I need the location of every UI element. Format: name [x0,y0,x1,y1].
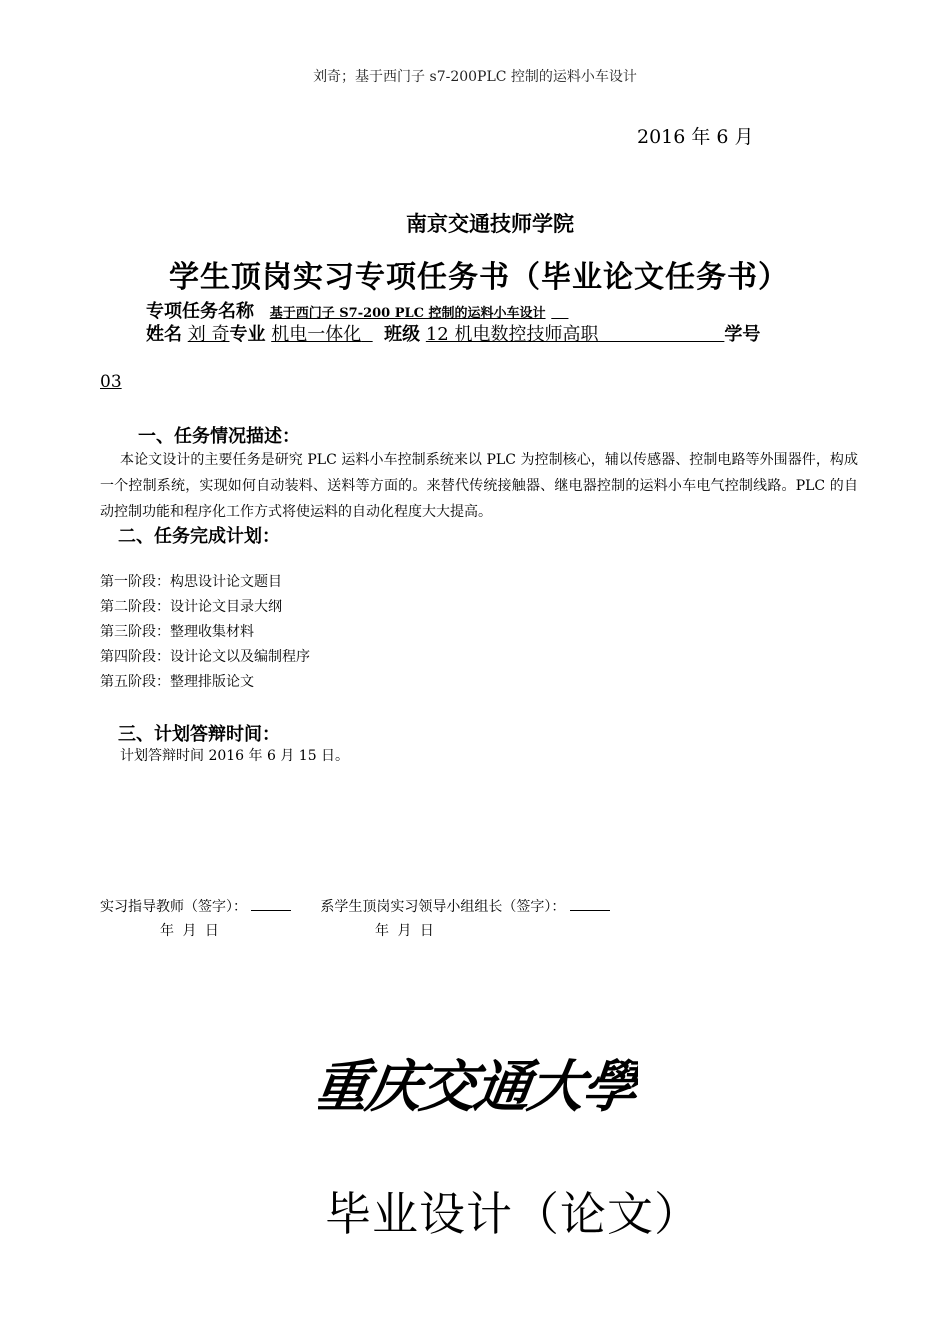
defense-time-text: 计划答辩时间 2016 年 6 月 15 日。 [120,748,350,764]
school-name: 南京交通技师学院 [406,212,574,236]
section-1-heading: 一、任务情况描述： [138,426,300,447]
running-header: 刘奇；基于西门子 s7-200PLC 控制的运料小车设计 [313,69,637,85]
task-description-paragraph: 本论文设计的主要任务是研究 PLC 运料小车控制系统来以 PLC 为控制核心，辅以传感器、控制电路等外围器件，构成一个控制系统，实现如何自动装料、送料等方面的。来替代传统接触器、继电器控制的运料小车电气控制线路。PLC 的自动控制功能和程序化工作方式将使运料的自动化程度大大提高。 [100,452,858,520]
section-3-heading: 三、计划答辩时间： [118,724,280,745]
logo-text: 重庆交通大學 [318,1054,638,1120]
document-title: 学生顶岗实习专项任务书（毕业论文任务书） [169,260,789,295]
document-date: 2016 年 6 月 [637,126,754,148]
phase-item: 第五阶段：整理排版论文 [100,674,254,690]
leader-date-placeholder: 年 月 日 [375,923,436,939]
class-value: 12 机电数控技师高职 [425,324,599,345]
task-name-label: 专项任务名称 [146,301,254,322]
task-name-value: 基于西门子 S7-200 PLC 控制的运料小车设计 [269,306,546,321]
phase-item: 第一阶段：构思设计论文题目 [100,574,282,590]
leader-signature-line [570,896,610,911]
advisor-signature-label: 实习指导教师（签字）： [100,899,247,915]
phase-item: 第二阶段：设计论文目录大纲 [100,599,282,615]
class-label: 班级 [384,324,421,345]
student-info-row [146,320,760,346]
major-value: 机电一体化 [271,324,362,345]
thesis-cover-title: 毕业设计（论文） [325,1187,701,1241]
major-label: 专业 [229,324,266,345]
signature-row [100,896,610,916]
name-value: 刘 奇 [187,324,230,345]
university-logo [318,1048,638,1128]
university-calligraphy-logo [318,1048,638,1124]
phase-item: 第四阶段：设计论文以及编制程序 [100,649,310,665]
name-label: 姓名 [146,324,182,345]
student-number-label: 学号 [724,324,761,345]
leader-signature-label: 系学生顶岗实习领导小组组长（签字）： [320,899,566,915]
section-2-heading: 二、任务完成计划： [118,526,280,547]
advisor-signature-line [251,896,291,911]
student-number-value: 03 [100,372,122,392]
phase-item: 第三阶段：整理收集材料 [100,624,254,640]
phase-list [100,570,310,695]
advisor-date-placeholder: 年 月 日 [160,923,221,939]
